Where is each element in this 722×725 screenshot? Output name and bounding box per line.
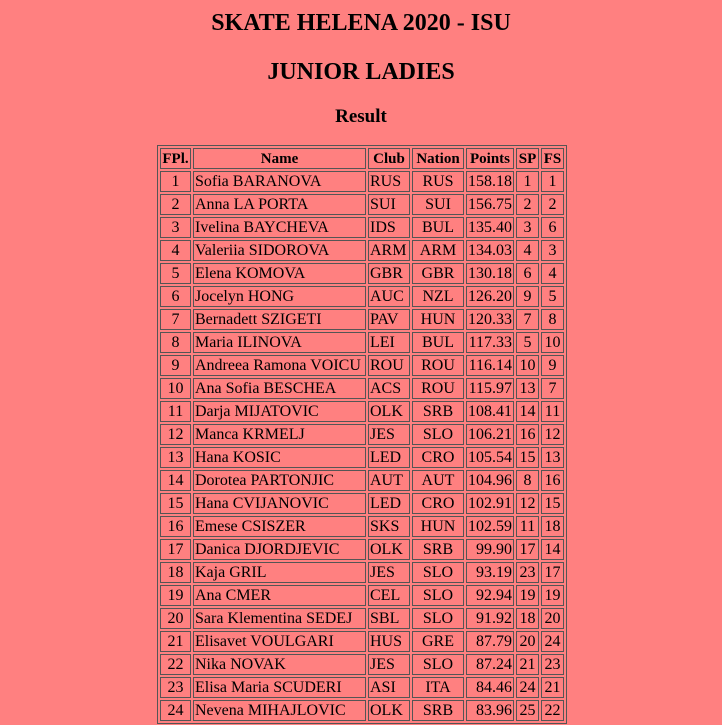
cell-name: Jocelyn HONG [193,286,366,307]
cell-points: 130.18 [466,263,514,284]
cell-points: 102.91 [466,493,514,514]
table-row [160,309,564,330]
cell-sp: 20 [516,631,539,652]
cell-sp: 9 [516,286,539,307]
cell-club: LED [368,447,410,468]
cell-fs: 7 [541,378,564,399]
cell-placement: 16 [160,516,191,537]
table-row [160,608,564,629]
table-row [160,700,564,721]
column-header-name: Name [193,148,366,169]
cell-name: Nevena MIHAJLOVIC [193,700,366,721]
cell-name: Dorotea PARTONJIC [193,470,366,491]
table-row [160,585,564,606]
cell-nation: SRB [412,401,464,422]
table-row [160,631,564,652]
cell-points: 91.92 [466,608,514,629]
section-title: Result [335,106,387,127]
cell-club: AUT [368,470,410,491]
cell-nation: CRO [412,493,464,514]
table-row [160,677,564,698]
cell-name: Bernadett SZIGETI [193,309,366,330]
cell-placement: 4 [160,240,191,261]
cell-points: 134.03 [466,240,514,261]
cell-nation: GRE [412,631,464,652]
cell-nation: SRB [412,539,464,560]
header-row [160,148,564,169]
cell-points: 115.97 [466,378,514,399]
cell-nation: SLO [412,424,464,445]
cell-sp: 17 [516,539,539,560]
cell-sp: 6 [516,263,539,284]
cell-nation: SLO [412,585,464,606]
cell-club: RUS [368,171,410,192]
cell-name: Ana Sofia BESCHEA [193,378,366,399]
table-row [160,194,564,215]
table-row [160,539,564,560]
table-row [160,447,564,468]
cell-fs: 17 [541,562,564,583]
column-header-sp: SP [516,148,539,169]
cell-fs: 4 [541,263,564,284]
cell-nation: NZL [412,286,464,307]
cell-club: OLK [368,700,410,721]
cell-sp: 7 [516,309,539,330]
cell-fs: 5 [541,286,564,307]
cell-fs: 20 [541,608,564,629]
cell-points: 116.14 [466,355,514,376]
cell-club: OLK [368,401,410,422]
cell-nation: ROU [412,378,464,399]
cell-name: Andreea Ramona VOICU [193,355,366,376]
cell-sp: 16 [516,424,539,445]
cell-fs: 10 [541,332,564,353]
cell-club: ASI [368,677,410,698]
cell-nation: HUN [412,516,464,537]
cell-points: 102.59 [466,516,514,537]
cell-points: 106.21 [466,424,514,445]
cell-sp: 12 [516,493,539,514]
cell-sp: 10 [516,355,539,376]
cell-fs: 9 [541,355,564,376]
cell-name: Maria ILINOVA [193,332,366,353]
cell-name: Darja MIJATOVIC [193,401,366,422]
cell-sp: 3 [516,217,539,238]
cell-points: 93.19 [466,562,514,583]
cell-name: Elisavet VOULGARI [193,631,366,652]
cell-fs: 1 [541,171,564,192]
cell-points: 158.18 [466,171,514,192]
table-row [160,217,564,238]
cell-club: PAV [368,309,410,330]
cell-fs: 22 [541,700,564,721]
table-row [160,493,564,514]
cell-points: 126.20 [466,286,514,307]
cell-placement: 11 [160,401,191,422]
cell-points: 135.40 [466,217,514,238]
table-row [160,470,564,491]
cell-placement: 5 [160,263,191,284]
cell-sp: 8 [516,470,539,491]
cell-placement: 14 [160,470,191,491]
cell-points: 108.41 [466,401,514,422]
cell-placement: 10 [160,378,191,399]
cell-fs: 21 [541,677,564,698]
cell-name: Anna LA PORTA [193,194,366,215]
cell-club: LED [368,493,410,514]
cell-fs: 23 [541,654,564,675]
cell-name: Elisa Maria SCUDERI [193,677,366,698]
cell-nation: SRB [412,700,464,721]
cell-sp: 23 [516,562,539,583]
cell-placement: 1 [160,171,191,192]
cell-fs: 11 [541,401,564,422]
cell-placement: 12 [160,424,191,445]
cell-club: JES [368,424,410,445]
cell-name: Sara Klementina SEDEJ [193,608,366,629]
cell-placement: 18 [160,562,191,583]
cell-nation: SUI [412,194,464,215]
cell-club: SKS [368,516,410,537]
cell-nation: SLO [412,654,464,675]
cell-points: 120.33 [466,309,514,330]
table-row [160,516,564,537]
cell-club: GBR [368,263,410,284]
table-row [160,171,564,192]
cell-club: SBL [368,608,410,629]
cell-fs: 8 [541,309,564,330]
cell-points: 105.54 [466,447,514,468]
column-header-points: Points [466,148,514,169]
cell-nation: ROU [412,355,464,376]
cell-name: Nika NOVAK [193,654,366,675]
cell-name: Ivelina BAYCHEVA [193,217,366,238]
category-title: JUNIOR LADIES [267,59,455,85]
table-row [160,401,564,422]
cell-club: AUC [368,286,410,307]
cell-sp: 11 [516,516,539,537]
cell-placement: 17 [160,539,191,560]
cell-club: OLK [368,539,410,560]
cell-club: HUS [368,631,410,652]
cell-name: Manca KRMELJ [193,424,366,445]
cell-sp: 21 [516,654,539,675]
cell-placement: 21 [160,631,191,652]
cell-fs: 6 [541,217,564,238]
cell-placement: 13 [160,447,191,468]
cell-placement: 20 [160,608,191,629]
cell-points: 87.24 [466,654,514,675]
cell-club: IDS [368,217,410,238]
cell-nation: CRO [412,447,464,468]
column-header-club: Club [368,148,410,169]
table-row [160,424,564,445]
table-row [160,562,564,583]
cell-sp: 24 [516,677,539,698]
column-header-fs: FS [541,148,564,169]
cell-name: Kaja GRIL [193,562,366,583]
cell-club: JES [368,562,410,583]
cell-placement: 24 [160,700,191,721]
column-header-nation: Nation [412,148,464,169]
cell-name: Valeriia SIDOROVA [193,240,366,261]
column-header-placement: FPl. [160,148,191,169]
cell-nation: ITA [412,677,464,698]
cell-placement: 23 [160,677,191,698]
cell-nation: SLO [412,562,464,583]
table-row [160,355,564,376]
cell-fs: 19 [541,585,564,606]
cell-placement: 3 [160,217,191,238]
cell-placement: 6 [160,286,191,307]
page-title: SKATE HELENA 2020 - ISU [211,10,511,36]
cell-sp: 4 [516,240,539,261]
cell-points: 156.75 [466,194,514,215]
cell-nation: ARM [412,240,464,261]
cell-club: CEL [368,585,410,606]
cell-points: 92.94 [466,585,514,606]
table-row [160,654,564,675]
cell-name: Emese CSISZER [193,516,366,537]
cell-nation: BUL [412,332,464,353]
cell-nation: RUS [412,171,464,192]
cell-nation: HUN [412,309,464,330]
cell-sp: 25 [516,700,539,721]
cell-sp: 18 [516,608,539,629]
cell-club: ROU [368,355,410,376]
cell-fs: 16 [541,470,564,491]
cell-fs: 18 [541,516,564,537]
cell-placement: 19 [160,585,191,606]
cell-name: Ana CMER [193,585,366,606]
cell-fs: 24 [541,631,564,652]
cell-nation: GBR [412,263,464,284]
cell-fs: 15 [541,493,564,514]
table-row [160,240,564,261]
cell-name: Danica DJORDJEVIC [193,539,366,560]
cell-sp: 14 [516,401,539,422]
cell-points: 83.96 [466,700,514,721]
cell-points: 84.46 [466,677,514,698]
table-row [160,286,564,307]
results-table [157,145,567,724]
cell-sp: 19 [516,585,539,606]
table-row [160,263,564,284]
cell-placement: 15 [160,493,191,514]
cell-sp: 1 [516,171,539,192]
table-row [160,332,564,353]
cell-fs: 12 [541,424,564,445]
cell-club: ACS [368,378,410,399]
cell-name: Sofia BARANOVA [193,171,366,192]
cell-fs: 13 [541,447,564,468]
cell-nation: BUL [412,217,464,238]
cell-club: SUI [368,194,410,215]
cell-club: ARM [368,240,410,261]
cell-nation: SLO [412,608,464,629]
cell-placement: 2 [160,194,191,215]
cell-sp: 13 [516,378,539,399]
cell-fs: 14 [541,539,564,560]
cell-name: Elena KOMOVA [193,263,366,284]
cell-fs: 3 [541,240,564,261]
cell-placement: 7 [160,309,191,330]
cell-placement: 22 [160,654,191,675]
cell-sp: 15 [516,447,539,468]
cell-points: 117.33 [466,332,514,353]
cell-points: 104.96 [466,470,514,491]
cell-nation: AUT [412,470,464,491]
cell-placement: 8 [160,332,191,353]
cell-name: Hana CVIJANOVIC [193,493,366,514]
cell-club: LEI [368,332,410,353]
table-row [160,378,564,399]
cell-placement: 9 [160,355,191,376]
cell-fs: 2 [541,194,564,215]
results-body [160,171,564,721]
cell-sp: 2 [516,194,539,215]
cell-name: Hana KOSIC [193,447,366,468]
cell-points: 99.90 [466,539,514,560]
cell-club: JES [368,654,410,675]
cell-sp: 5 [516,332,539,353]
cell-points: 87.79 [466,631,514,652]
